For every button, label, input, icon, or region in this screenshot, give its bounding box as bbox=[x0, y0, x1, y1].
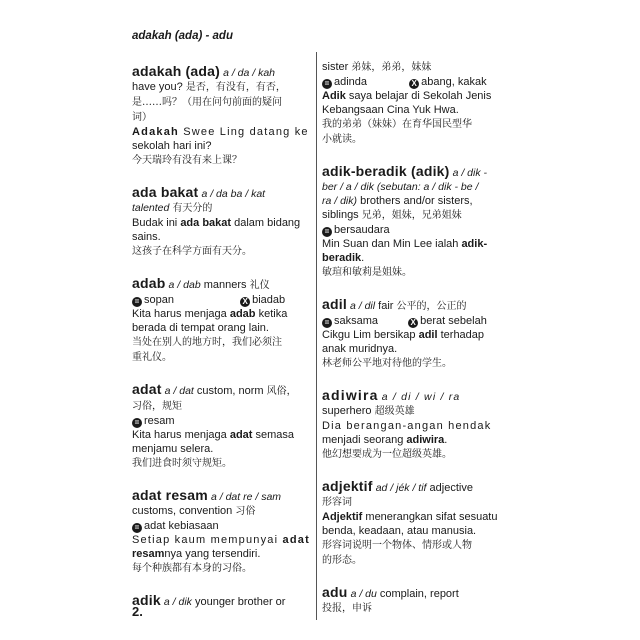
synonym-icon: = bbox=[132, 523, 142, 533]
antonym-icon: X bbox=[240, 297, 250, 307]
synonym: sopan bbox=[144, 294, 174, 306]
antonym-icon: X bbox=[408, 318, 418, 328]
chinese-definition: 超级英雄 bbox=[374, 406, 415, 417]
syllables: ra / dik) bbox=[322, 195, 358, 207]
antonym: biadab bbox=[252, 294, 286, 306]
example-text: Min Suan dan Min Lee ialah bbox=[322, 238, 462, 250]
chinese-definition: 习俗 bbox=[235, 506, 256, 517]
synonym: saksama bbox=[334, 315, 379, 327]
chinese-definition: 有天分的 bbox=[172, 203, 213, 214]
headword: adjektif bbox=[322, 478, 373, 494]
example-text: Budak ini bbox=[132, 217, 181, 229]
entry-adik-beradik bbox=[322, 164, 502, 280]
entry-adik-continued bbox=[322, 60, 502, 147]
example-text: anak muridnya. bbox=[322, 343, 398, 355]
chinese-definition: 词） bbox=[132, 112, 152, 123]
definition: superhero bbox=[322, 405, 372, 417]
example-keyword: adil bbox=[418, 329, 438, 341]
example-translation: 当处在别人的地方时，我们必须注 bbox=[132, 337, 282, 348]
antonym: abang, kakak bbox=[421, 76, 487, 88]
entry-adakah bbox=[132, 64, 312, 168]
headword: adab bbox=[132, 275, 166, 291]
syllables: ber / a / dik (sebutan: a / dik - be / bbox=[322, 181, 479, 193]
example-keyword: Adik bbox=[322, 90, 346, 102]
example-translation: 敏瑄和敏莉是姐妹。 bbox=[322, 267, 412, 278]
example-text: Kebangsaan Cina Yuk Hwa. bbox=[322, 104, 459, 116]
chinese-definition: 公平的，公正的 bbox=[396, 301, 467, 312]
antonym-icon: X bbox=[409, 79, 419, 89]
syllables: ad / jék / tif bbox=[375, 482, 427, 494]
example-text: dalam bidang bbox=[231, 217, 301, 229]
example-keyword: adik- bbox=[461, 238, 488, 250]
definition: adjective bbox=[426, 482, 473, 494]
example-keyword: beradik bbox=[322, 252, 362, 264]
page-number: 2. bbox=[132, 604, 143, 619]
entry-adat bbox=[132, 382, 312, 471]
column-divider bbox=[316, 52, 317, 620]
example-text: benda, keadaan, atau manusia. bbox=[322, 525, 477, 537]
chinese-definition: 是……吗？（用在问句前面的疑问 bbox=[132, 97, 282, 108]
synonym: resam bbox=[144, 415, 175, 427]
definition: custom, norm bbox=[193, 385, 264, 397]
example-text: Kita harus menjaga bbox=[132, 429, 230, 441]
example-keyword: ada bakat bbox=[180, 217, 232, 229]
synonym-icon: = bbox=[132, 297, 142, 307]
definition: have you? bbox=[132, 81, 183, 93]
definition: brothers and/or sisters, bbox=[357, 195, 473, 207]
syllables: a / dik bbox=[163, 596, 192, 608]
example-text: saya belajar di Sekolah Jenis bbox=[345, 90, 492, 102]
example-text: Setiap kaum mempunyai bbox=[132, 534, 283, 546]
headword: adat bbox=[132, 381, 162, 397]
example-keyword: Adjektif bbox=[322, 511, 363, 523]
example-keyword: adab bbox=[229, 308, 256, 320]
synonym: bersaudara bbox=[334, 224, 390, 236]
example-text: ketika bbox=[255, 308, 288, 320]
example-text: Cikgu Lim bersikap bbox=[322, 329, 419, 341]
headword: adik-beradik (adik) bbox=[322, 163, 450, 179]
running-head: adakah (ada) - adu bbox=[132, 30, 233, 42]
chinese-definition: 弟妹，弟弟，妹妹 bbox=[351, 62, 432, 73]
example-text: . bbox=[444, 434, 448, 446]
synonym: adat kebiasaan bbox=[144, 520, 219, 532]
chinese-definition: 是否，有没有，有否， bbox=[185, 82, 286, 93]
example-translation: 小就读。 bbox=[322, 134, 362, 145]
synonym-icon: = bbox=[322, 79, 332, 89]
example-keyword: adiwira bbox=[406, 434, 445, 446]
syllables: a / du bbox=[350, 588, 377, 600]
syllables: a / da ba / kat bbox=[201, 188, 266, 200]
headword: adil bbox=[322, 296, 347, 312]
entry-adjektif bbox=[322, 479, 502, 568]
synonym: adinda bbox=[334, 76, 368, 88]
headword: adakah (ada) bbox=[132, 63, 220, 79]
syllables: a / dat bbox=[164, 385, 194, 397]
syllables: a / dil bbox=[349, 300, 376, 312]
example-text: Dia berangan-angan hendak bbox=[322, 420, 492, 432]
entry-adiwira bbox=[322, 388, 502, 462]
example-text: menjadi seorang bbox=[322, 434, 407, 446]
entry-adab bbox=[132, 276, 312, 365]
definition: younger brother or bbox=[191, 596, 286, 608]
example-text: Swee Ling datang ke bbox=[178, 126, 309, 138]
left-column bbox=[132, 64, 312, 626]
syllables: a / di / wi / ra bbox=[381, 391, 461, 403]
example-translation: 他幻想要成为一位超级英雄。 bbox=[322, 449, 452, 460]
example-text: . bbox=[361, 252, 365, 264]
example-keyword: adat bbox=[282, 534, 310, 546]
example-keyword: adat bbox=[229, 429, 253, 441]
headword: adiwira bbox=[322, 387, 379, 403]
chinese-definition: 礼仪 bbox=[249, 280, 270, 291]
example-translation: 形容词说明一个物体、情形或人物 bbox=[322, 540, 472, 551]
definition: manners bbox=[200, 279, 247, 291]
example-translation: 林老师公平地对待他的学生。 bbox=[322, 358, 452, 369]
example-text: terhadap bbox=[437, 329, 485, 341]
example-text: Kita harus menjaga bbox=[132, 308, 230, 320]
synonym-icon: = bbox=[322, 227, 332, 237]
example-text: menjamu selera. bbox=[132, 443, 214, 455]
headword: ada bakat bbox=[132, 184, 199, 200]
example-text: sains. bbox=[132, 231, 161, 243]
example-keyword: resam bbox=[132, 548, 165, 560]
example-text: berada di tempat orang lain. bbox=[132, 322, 269, 334]
antonym: berat sebelah bbox=[420, 315, 487, 327]
example-text: semasa bbox=[252, 429, 295, 441]
example-translation: 重礼仪。 bbox=[132, 352, 172, 363]
headword: adu bbox=[322, 584, 348, 600]
entry-adu bbox=[322, 585, 502, 616]
chinese-definition: 习俗，规矩 bbox=[132, 401, 182, 412]
example-translation: 我的弟弟（妹妹）在育华国民型华 bbox=[322, 119, 472, 130]
example-translation: 这孩子在科学方面有天分。 bbox=[132, 246, 252, 257]
example-text: sekolah hari ini? bbox=[132, 140, 212, 152]
entry-adik bbox=[132, 593, 312, 609]
definition: talented bbox=[132, 202, 170, 214]
example-translation: 今天瑞玲有没有来上课？ bbox=[132, 155, 242, 166]
chinese-definition: 兄弟，姐妹，兄弟姐妹 bbox=[361, 210, 462, 221]
syllables: a / da / kah bbox=[223, 67, 276, 79]
definition: complain, report bbox=[376, 588, 459, 600]
example-text: nya yang tersendiri. bbox=[164, 548, 261, 560]
synonym-icon: = bbox=[322, 318, 332, 328]
example-translation: 的形态。 bbox=[322, 555, 362, 566]
chinese-definition: 投报，申诉 bbox=[322, 603, 372, 614]
definition: siblings bbox=[322, 209, 359, 221]
headword: adat resam bbox=[132, 487, 208, 503]
syllables: a / dat re / sam bbox=[211, 491, 282, 503]
chinese-definition: 风俗， bbox=[266, 386, 297, 397]
example-translation: 我们进食时须守规矩。 bbox=[132, 458, 232, 469]
example-text: menerangkan sifat sesuatu bbox=[362, 511, 498, 523]
headword: adik bbox=[132, 592, 161, 608]
definition: customs, convention bbox=[132, 505, 233, 517]
syllables: a / dik - bbox=[452, 167, 488, 179]
entry-ada-bakat bbox=[132, 185, 312, 259]
chinese-definition: 形容词 bbox=[322, 497, 352, 508]
entry-adat-resam bbox=[132, 488, 312, 576]
example-keyword: Adakah bbox=[132, 126, 179, 138]
definition: sister bbox=[322, 61, 349, 73]
entry-adil bbox=[322, 297, 502, 371]
syllables: a / dab bbox=[168, 279, 201, 291]
definition: fair bbox=[375, 300, 394, 312]
synonym-icon: = bbox=[132, 418, 142, 428]
example-translation: 每个种族都有本身的习俗。 bbox=[132, 563, 252, 574]
right-column bbox=[322, 60, 502, 633]
